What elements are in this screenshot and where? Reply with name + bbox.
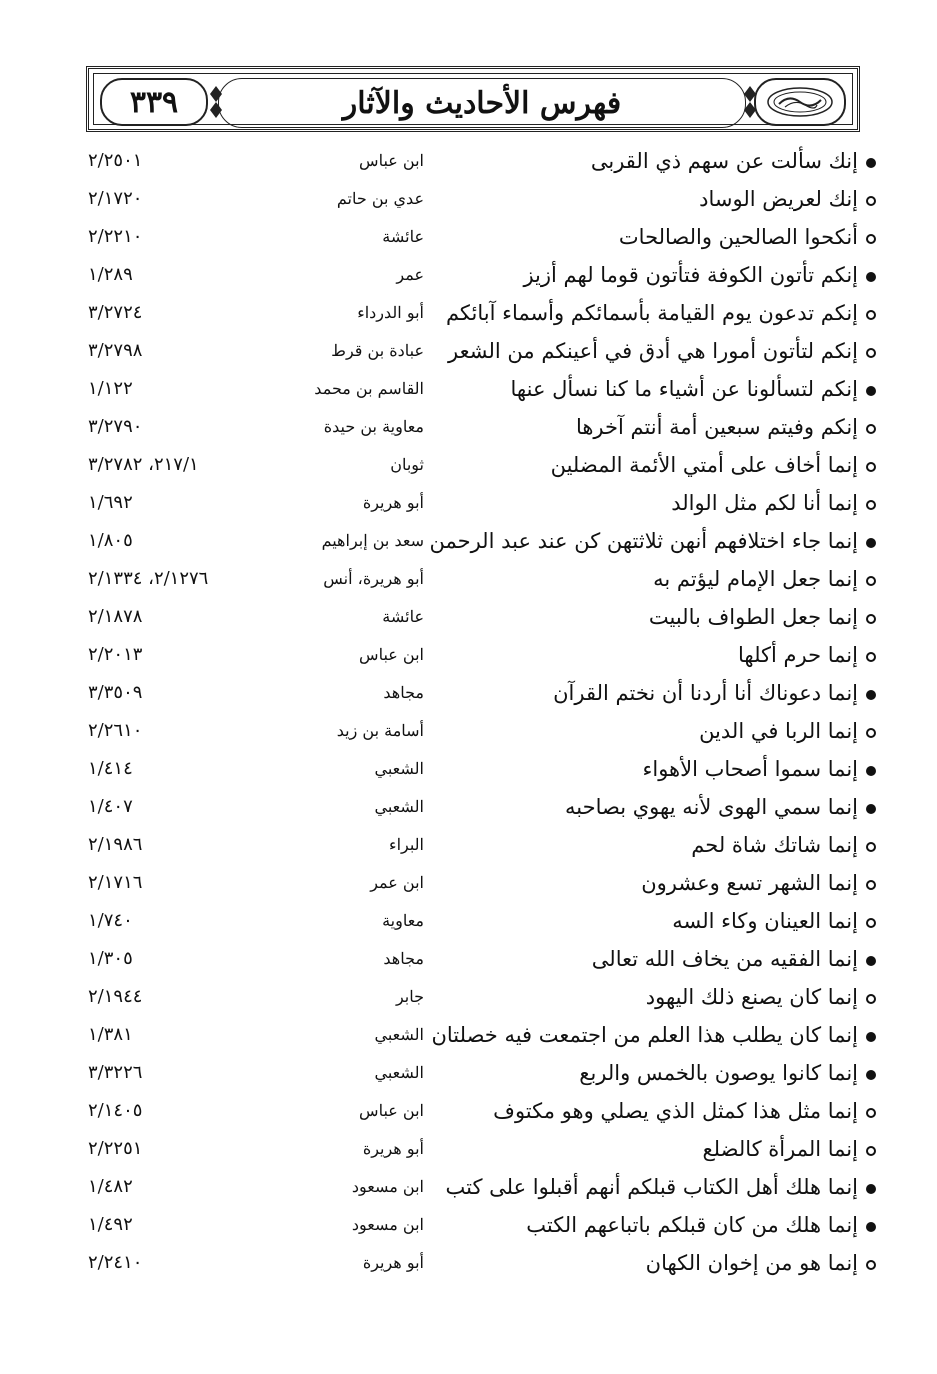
hadith-text: [511, 370, 876, 408]
reference-number: ٢١٧/١، ٣/٢٧٨٢: [88, 454, 199, 475]
reference-number: ١/٤٠٧: [88, 796, 133, 817]
open-bullet-icon: [866, 614, 876, 624]
hadith-phrase: إنما أخاف على أمتي الأئمة المضلين: [550, 453, 858, 477]
index-row: [86, 598, 876, 636]
ornament-right-icon: [744, 86, 756, 118]
narrator: معاوية بن حيدة: [323, 417, 424, 436]
open-bullet-icon: [866, 1146, 876, 1156]
open-bullet-icon: [866, 1260, 876, 1270]
narrator: عبادة بن قرط: [331, 341, 424, 360]
book-logo: [754, 78, 846, 126]
hadith-text: [448, 332, 876, 370]
reference-number: ٢/٢٢٥١: [88, 1138, 143, 1159]
hadith-phrase: إنما المرأة كالضلع: [702, 1137, 858, 1161]
index-row: [86, 1130, 876, 1168]
ornament-left-icon: [210, 86, 222, 118]
hadith-text: [493, 1092, 876, 1130]
index-row: [86, 674, 876, 712]
hadith-phrase: إنما كانوا يوصون بالخمس والربع: [579, 1061, 858, 1085]
reference-number: ٢/١٩٤٤: [88, 986, 143, 1007]
narrator: سعد بن إبراهيم: [321, 531, 424, 550]
running-title-box: [218, 78, 746, 128]
hadith-text: [431, 1016, 876, 1054]
hadith-text: [646, 978, 876, 1016]
filled-bullet-icon: [866, 158, 876, 168]
narrator: مجاهد: [383, 949, 424, 968]
narrator: أبو هريرة: [362, 1253, 424, 1272]
hadith-text: [649, 598, 876, 636]
narrator: الشعبي: [374, 1025, 424, 1044]
reference-number: ١/٤١٤: [88, 758, 133, 779]
hadith-phrase: إنما هلك أهل الكتاب قبلكم أنهم أقبلوا على كتب: [445, 1175, 858, 1199]
hadith-phrase: إنك سألت عن سهم ذي القربى: [590, 149, 858, 173]
reference-number: ٢/٢٤١٠: [88, 1252, 143, 1273]
hadith-phrase: إنكم تأتون الكوفة فتأتون قوما لهم أزيز: [523, 263, 858, 287]
index-row: [86, 712, 876, 750]
hadith-text: [691, 826, 876, 864]
narrator: أبو الدرداء: [357, 303, 424, 322]
hadith-phrase: إنما مثل هذا كمثل الذي يصلي وهو مكتوف: [493, 1099, 858, 1123]
narrator: الشعبي: [374, 797, 424, 816]
open-bullet-icon: [866, 728, 876, 738]
index-row: [86, 560, 876, 598]
index-row: [86, 788, 876, 826]
narrator: جابر: [395, 987, 424, 1006]
narrator: مجاهد: [383, 683, 424, 702]
book-logo-icon: [765, 85, 835, 119]
narrator: ابن مسعود: [351, 1177, 424, 1196]
narrator: معاوية: [382, 911, 424, 930]
page-number: ٣٣٩: [129, 84, 179, 120]
hadith-phrase: إنما جعل الطواف بالبيت: [648, 605, 858, 629]
hadith-text: [565, 788, 876, 826]
reference-number: ٢/١٤٠٥: [88, 1100, 143, 1121]
index-row: [86, 978, 876, 1016]
index-row: [86, 180, 876, 218]
index-row: [86, 484, 876, 522]
reference-number: ٣/٣٥٠٩: [88, 682, 143, 703]
narrator: عائشة: [382, 607, 424, 626]
reference-number: ١/٤٨٢: [88, 1176, 133, 1197]
hadith-phrase: إنما سمي الهوى لأنه يهوي بصاحبه: [565, 795, 858, 819]
index-row: [86, 1016, 876, 1054]
narrator: ثوبان: [390, 455, 424, 474]
reference-number: ٢/١٧٢٠: [88, 188, 143, 209]
filled-bullet-icon: [866, 956, 876, 966]
filled-bullet-icon: [866, 1070, 876, 1080]
hadith-phrase: إنما شاتك شاة لحم: [691, 833, 858, 857]
filled-bullet-icon: [866, 272, 876, 282]
reference-number: ٢/١٨٧٨: [88, 606, 143, 627]
index-row: [86, 370, 876, 408]
reference-number: ٢/٢٠١٣: [88, 644, 143, 665]
open-bullet-icon: [866, 576, 876, 586]
hadith-phrase: إنما سموا أصحاب الأهواء: [642, 757, 858, 781]
reference-number: ٣/٢٧٢٤: [88, 302, 143, 323]
open-bullet-icon: [866, 310, 876, 320]
reference-number: ٢/١٧١٦: [88, 872, 143, 893]
open-bullet-icon: [866, 348, 876, 358]
narrator: أبو هريرة، أنس: [323, 569, 424, 588]
hadith-text: [551, 446, 876, 484]
hadith-phrase: إنما الربا في الدين: [699, 719, 858, 743]
hadith-text: [446, 294, 876, 332]
hadith-text: [553, 674, 876, 712]
hadith-text: [445, 1168, 876, 1206]
filled-bullet-icon: [866, 386, 876, 396]
reference-number: ٢/٢٥٠١: [88, 150, 143, 171]
narrator: ابن عباس: [359, 1101, 424, 1120]
page-header: [86, 66, 860, 132]
hadith-phrase: إنما جعل الإمام ليؤتم به: [653, 567, 858, 591]
hadith-phrase: إنما جاء اختلافهم أنهن ثلاثتهن كن عند عبد الرحمن: [429, 529, 858, 553]
hadith-text: [429, 522, 876, 560]
index-row: [86, 1092, 876, 1130]
index-row: [86, 636, 876, 674]
index-row: [86, 332, 876, 370]
reference-number: ١/٣٠٥: [88, 948, 133, 969]
open-bullet-icon: [866, 842, 876, 852]
hadith-text: [699, 712, 876, 750]
reference-number: ١/٧٤٠: [88, 910, 133, 931]
hadith-phrase: إنكم تدعون يوم القيامة بأسمائكم وأسماء آبائكم: [445, 301, 858, 325]
filled-bullet-icon: [866, 766, 876, 776]
reference-number: ٣/٣٢٢٦: [88, 1062, 143, 1083]
hadith-text: [576, 408, 876, 446]
filled-bullet-icon: [866, 1184, 876, 1194]
reference-number: ٢/١٩٨٦: [88, 834, 143, 855]
hadith-text: [653, 560, 876, 598]
index-row: [86, 1168, 876, 1206]
narrator: البراء: [389, 835, 424, 854]
narrator: ابن عباس: [359, 645, 424, 664]
narrator: أبو هريرة: [362, 493, 424, 512]
index-row: [86, 940, 876, 978]
index-row: [86, 218, 876, 256]
open-bullet-icon: [866, 196, 876, 206]
hadith-phrase: إنك لعريض الوساد: [699, 187, 858, 211]
narrator: أسامة بن زيد: [336, 721, 424, 740]
filled-bullet-icon: [866, 690, 876, 700]
open-bullet-icon: [866, 424, 876, 434]
filled-bullet-icon: [866, 1032, 876, 1042]
open-bullet-icon: [866, 500, 876, 510]
open-bullet-icon: [866, 462, 876, 472]
open-bullet-icon: [866, 918, 876, 928]
hadith-phrase: إنما كان يطلب هذا العلم من اجتمعت فيه خصلتان: [431, 1023, 858, 1047]
narrator: ابن مسعود: [351, 1215, 424, 1234]
reference-number: ١/١٢٢: [88, 378, 133, 399]
hadith-text: [672, 902, 876, 940]
hadith-text: [591, 142, 876, 180]
open-bullet-icon: [866, 652, 876, 662]
index-row: [86, 1206, 876, 1244]
hadith-text: [699, 180, 876, 218]
filled-bullet-icon: [866, 1222, 876, 1232]
hadith-phrase: إنكم وفيتم سبعين أمة أنتم آخرها: [575, 415, 858, 439]
reference-number: ٢/٢٦١٠: [88, 720, 143, 741]
narrator: الشعبي: [374, 759, 424, 778]
running-title: فهرس الأحاديث والآثار: [342, 85, 622, 121]
narrator: أبو هريرة: [362, 1139, 424, 1158]
index-row: [86, 294, 876, 332]
hadith-text: [671, 484, 876, 522]
hadith-text: [523, 256, 876, 294]
reference-number: ١/٣٨١: [88, 1024, 133, 1045]
hadith-phrase: إنما الفقيه من يخاف الله تعالى: [591, 947, 858, 971]
open-bullet-icon: [866, 994, 876, 1004]
index-row: [86, 864, 876, 902]
hadith-phrase: إنكم لتأتون أمورا هي أدق في أعينكم من الشعر: [448, 339, 858, 363]
index-row: [86, 1054, 876, 1092]
page-number-box: [100, 78, 208, 126]
hadith-phrase: إنما كان يصنع ذلك اليهود: [645, 985, 858, 1009]
narrator: ابن عمر: [370, 873, 424, 892]
narrator: عائشة: [382, 227, 424, 246]
hadith-phrase: إنما الشهر تسع وعشرون: [641, 871, 858, 895]
index-row: [86, 522, 876, 560]
hadith-text: [579, 1054, 876, 1092]
reference-number: ٢/٢٢١٠: [88, 226, 143, 247]
hadith-phrase: إنما حرم أكلها: [737, 643, 858, 667]
hadith-phrase: إنما دعوناك أنا أردنا أن نختم القرآن: [553, 681, 858, 705]
header-frame: [93, 73, 853, 125]
open-bullet-icon: [866, 234, 876, 244]
reference-number: ٣/٢٧٩٨: [88, 340, 143, 361]
hadith-text: [738, 636, 876, 674]
index-row: [86, 826, 876, 864]
filled-bullet-icon: [866, 804, 876, 814]
hadith-phrase: إنما العينان وكاء السه: [672, 909, 858, 933]
index-row: [86, 750, 876, 788]
index-row: [86, 1244, 876, 1282]
open-bullet-icon: [866, 880, 876, 890]
index-row: [86, 142, 876, 180]
hadith-text: [619, 218, 876, 256]
reference-number: ١/٢٨٩: [88, 264, 133, 285]
narrator: القاسم بن محمد: [314, 379, 424, 398]
reference-number: ١/٤٩٢: [88, 1214, 133, 1235]
narrator: ابن عباس: [359, 151, 424, 170]
index-row: [86, 446, 876, 484]
hadith-text: [526, 1206, 876, 1244]
hadith-text: [646, 1244, 876, 1282]
open-bullet-icon: [866, 1108, 876, 1118]
hadith-text: [702, 1130, 876, 1168]
narrator: الشعبي: [374, 1063, 424, 1082]
hadith-phrase: أنكحوا الصالحين والصالحات: [618, 225, 858, 249]
index-row: [86, 902, 876, 940]
filled-bullet-icon: [866, 538, 876, 548]
reference-number: ١/٨٠٥: [88, 530, 133, 551]
hadith-text: [592, 940, 876, 978]
index-row: [86, 408, 876, 446]
hadith-text: [641, 864, 876, 902]
narrator: عدي بن حاتم: [336, 189, 424, 208]
reference-number: ٣/٢٧٩٠: [88, 416, 143, 437]
hadith-phrase: إنكم لتسألونا عن أشياء ما كنا نسأل عنها: [510, 377, 858, 401]
hadith-phrase: إنما هلك من كان قبلكم باتباعهم الكتب: [526, 1213, 858, 1237]
hadith-phrase: إنما هو من إخوان الكهان: [645, 1251, 858, 1275]
hadith-index-list: [86, 142, 876, 1282]
reference-number: ١/٦٩٢: [88, 492, 133, 513]
reference-number: ٢/١٢٧٦، ٢/١٣٣٤: [88, 568, 209, 589]
hadith-phrase: إنما أنا لكم مثل الوالد: [671, 491, 858, 515]
hadith-text: [643, 750, 877, 788]
narrator: عمر: [396, 265, 424, 284]
index-row: [86, 256, 876, 294]
